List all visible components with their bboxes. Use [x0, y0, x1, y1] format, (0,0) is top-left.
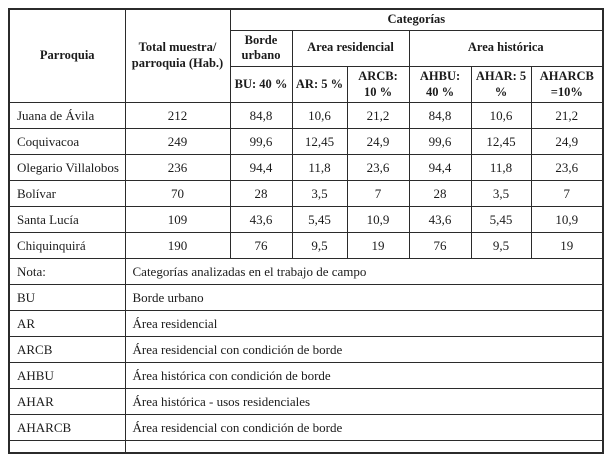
- cell-ar: 11,8: [292, 155, 347, 181]
- cell-ar: 9,5: [292, 233, 347, 259]
- header-row-1: [9, 9, 603, 30]
- cell-ar: 10,6: [292, 103, 347, 129]
- cell-bu: 84,8: [230, 103, 292, 129]
- legend-label: AR: [9, 311, 125, 337]
- cell-total: 249: [125, 129, 230, 155]
- legend-row: [9, 311, 603, 337]
- cell-aharcb: 21,2: [531, 103, 603, 129]
- cell-parroquia: Chiquinquirá: [9, 233, 125, 259]
- cell-arcb: 7: [347, 181, 409, 207]
- cell-ahbu: 76: [409, 233, 471, 259]
- legend-row: [9, 259, 603, 285]
- cell-ahar: 9,5: [471, 233, 531, 259]
- legend-text: Área residencial con condición de borde: [125, 415, 603, 441]
- cell-ar: 5,45: [292, 207, 347, 233]
- table-header: [9, 9, 603, 103]
- cell-arcb: 10,9: [347, 207, 409, 233]
- cell-ahbu: 28: [409, 181, 471, 207]
- cell-total: 190: [125, 233, 230, 259]
- cell-arcb: 23,6: [347, 155, 409, 181]
- table-row: [9, 233, 603, 259]
- legend-row: [9, 363, 603, 389]
- header-total-muestra: Total muestra/ parroquia (Hab.): [125, 9, 230, 103]
- data-table: [8, 8, 604, 454]
- table-row: [9, 129, 603, 155]
- table-row: [9, 207, 603, 233]
- cell-ahbu: 99,6: [409, 129, 471, 155]
- cell-ahar: 10,6: [471, 103, 531, 129]
- header-parroquia: Parroquia: [9, 9, 125, 103]
- empty-cell: [9, 441, 125, 453]
- legend-text: Área residencial con condición de borde: [125, 337, 603, 363]
- cell-parroquia: Santa Lucía: [9, 207, 125, 233]
- header-ar: AR: 5 %: [292, 66, 347, 102]
- legend-text: Área residencial: [125, 311, 603, 337]
- empty-row: [9, 441, 603, 453]
- legend-label: AHBU: [9, 363, 125, 389]
- cell-arcb: 21,2: [347, 103, 409, 129]
- cell-ar: 12,45: [292, 129, 347, 155]
- legend-label: AHARCB: [9, 415, 125, 441]
- cell-bu: 43,6: [230, 207, 292, 233]
- cell-bu: 94,4: [230, 155, 292, 181]
- header-arcb: ARCB: 10 %: [347, 66, 409, 102]
- header-ahbu: AHBU: 40 %: [409, 66, 471, 102]
- legend-text: Área histórica con condición de borde: [125, 363, 603, 389]
- cell-ar: 3,5: [292, 181, 347, 207]
- cell-aharcb: 24,9: [531, 129, 603, 155]
- header-area-historica: Area histórica: [409, 30, 603, 66]
- cell-parroquia: Bolívar: [9, 181, 125, 207]
- cell-bu: 76: [230, 233, 292, 259]
- cell-ahar: 12,45: [471, 129, 531, 155]
- table-row: [9, 181, 603, 207]
- legend-label: AHAR: [9, 389, 125, 415]
- table-row: [9, 103, 603, 129]
- cell-parroquia: Juana de Ávila: [9, 103, 125, 129]
- cell-ahar: 11,8: [471, 155, 531, 181]
- cell-ahar: 5,45: [471, 207, 531, 233]
- header-ahar: AHAR: 5 %: [471, 66, 531, 102]
- cell-aharcb: 23,6: [531, 155, 603, 181]
- legend-label: Nota:: [9, 259, 125, 285]
- legend-text: Borde urbano: [125, 285, 603, 311]
- cell-total: 109: [125, 207, 230, 233]
- header-categorias: Categorías: [230, 9, 603, 30]
- cell-bu: 28: [230, 181, 292, 207]
- cell-ahbu: 94,4: [409, 155, 471, 181]
- cell-total: 212: [125, 103, 230, 129]
- table-row: [9, 155, 603, 181]
- table-body: [9, 103, 603, 453]
- empty-cell: [125, 441, 603, 453]
- cell-arcb: 24,9: [347, 129, 409, 155]
- header-area-residencial: Area residencial: [292, 30, 409, 66]
- legend-row: [9, 389, 603, 415]
- legend-text: Área histórica - usos residenciales: [125, 389, 603, 415]
- header-borde-urbano: Borde urbano: [230, 30, 292, 66]
- header-aharcb: AHARCB =10%: [531, 66, 603, 102]
- cell-total: 70: [125, 181, 230, 207]
- cell-ahar: 3,5: [471, 181, 531, 207]
- cell-aharcb: 10,9: [531, 207, 603, 233]
- header-bu: BU: 40 %: [230, 66, 292, 102]
- cell-ahbu: 84,8: [409, 103, 471, 129]
- legend-label: BU: [9, 285, 125, 311]
- legend-label: ARCB: [9, 337, 125, 363]
- cell-aharcb: 19: [531, 233, 603, 259]
- cell-ahbu: 43,6: [409, 207, 471, 233]
- legend-row: [9, 337, 603, 363]
- cell-arcb: 19: [347, 233, 409, 259]
- cell-total: 236: [125, 155, 230, 181]
- cell-parroquia: Coquivacoa: [9, 129, 125, 155]
- legend-row: [9, 285, 603, 311]
- legend-text: Categorías analizadas en el trabajo de campo: [125, 259, 603, 285]
- legend-row: [9, 415, 603, 441]
- cell-parroquia: Olegario Villalobos: [9, 155, 125, 181]
- cell-bu: 99,6: [230, 129, 292, 155]
- cell-aharcb: 7: [531, 181, 603, 207]
